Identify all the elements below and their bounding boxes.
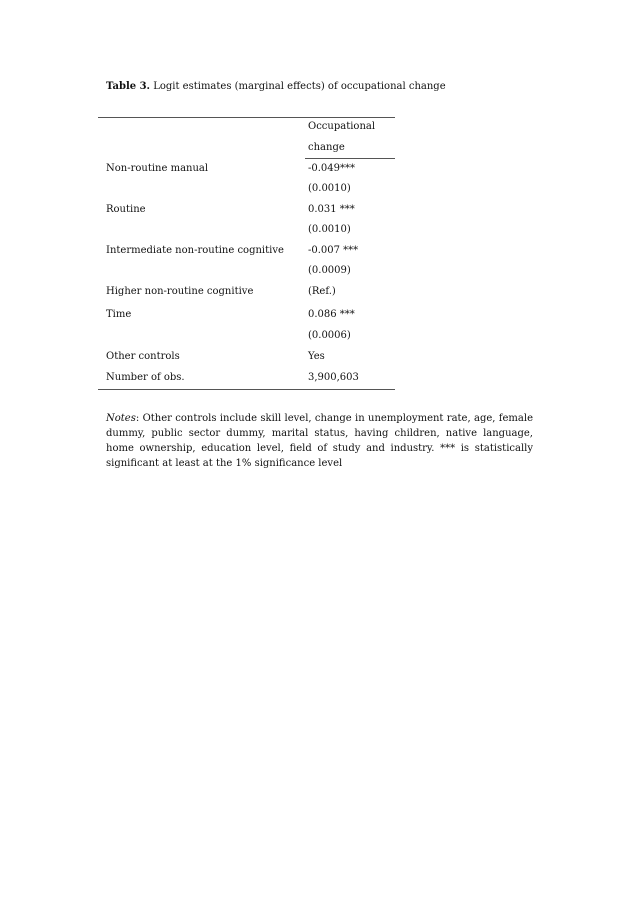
row-value-time: 0.086 *** xyxy=(308,309,355,320)
row-value-non-routine-manual: -0.049*** xyxy=(308,163,356,174)
row-value-other-controls: Yes xyxy=(308,351,325,362)
row-se-non-routine-manual: (0.0010) xyxy=(308,183,351,194)
row-label-time: Time xyxy=(106,309,132,320)
table-bottom-rule xyxy=(98,389,395,390)
row-label-other-controls: Other controls xyxy=(106,351,180,362)
table-number: Table 3. xyxy=(106,81,151,92)
row-se-routine: (0.0010) xyxy=(308,224,351,235)
notes-text: : Other controls include skill level, change in unemployment rate, age, female dummy, public sector dummy, marital status, having children, native language, home ownership, education level, field of study and industry. *** is statistically significant at least at the 1% significance level xyxy=(106,413,533,469)
row-se-time: (0.0006) xyxy=(308,330,351,341)
table-title: Logit estimates (marginal effects) of occupational change xyxy=(150,81,446,92)
row-label-non-routine-manual: Non-routine manual xyxy=(106,163,209,174)
table-caption xyxy=(106,80,446,94)
table-notes xyxy=(106,411,533,471)
header-rule xyxy=(305,158,395,159)
row-label-routine: Routine xyxy=(106,204,146,215)
column-header-line-1: Occupational xyxy=(308,121,376,132)
notes-label: Notes xyxy=(106,413,136,424)
row-value-number-of-obs: 3,900,603 xyxy=(308,372,359,383)
column-header-line-2: change xyxy=(308,142,345,153)
table-top-rule xyxy=(98,117,395,118)
row-label-higher-non-routine-cognitive: Higher non-routine cognitive xyxy=(106,286,254,297)
row-value-intermediate-non-routine-cognitive: -0.007 *** xyxy=(308,245,359,256)
row-label-intermediate-non-routine-cognitive: Intermediate non-routine cognitive xyxy=(106,245,284,256)
row-value-routine: 0.031 *** xyxy=(308,204,355,215)
row-value-higher-non-routine-cognitive: (Ref.) xyxy=(308,286,336,297)
row-label-number-of-obs: Number of obs. xyxy=(106,372,185,383)
row-se-intermediate-non-routine-cognitive: (0.0009) xyxy=(308,265,351,276)
